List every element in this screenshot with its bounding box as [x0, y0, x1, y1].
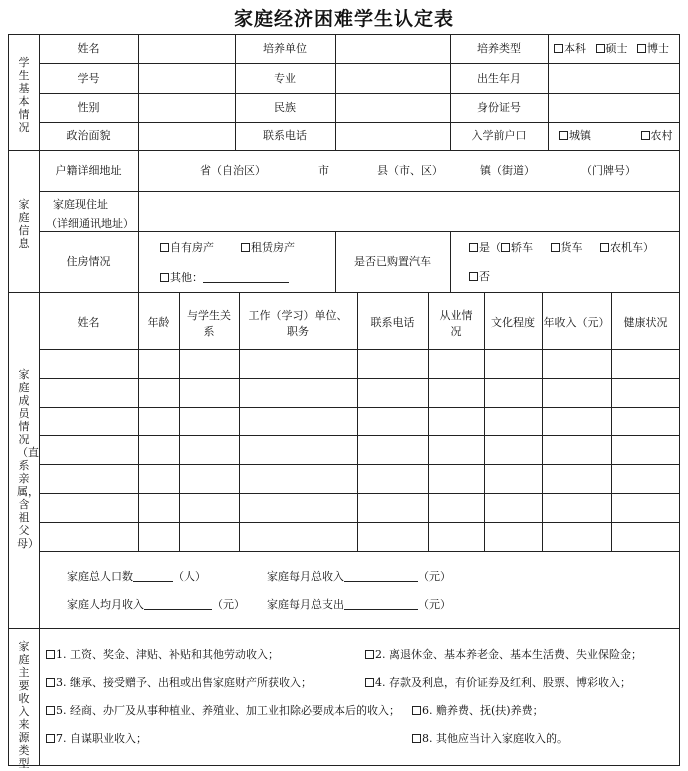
- car-no-option[interactable]: 否: [469, 270, 490, 284]
- checkbox-doctor[interactable]: [637, 44, 646, 53]
- option-doctor: 博士: [647, 42, 669, 55]
- form-title: 家庭经济困难学生认定表: [233, 8, 454, 30]
- checkbox-income-3[interactable]: [46, 678, 55, 687]
- col-age: 年龄: [147, 316, 170, 329]
- col-annual-income: 年收入（元）: [543, 316, 610, 329]
- option-master: 硕士: [605, 42, 628, 55]
- housing-rent-option[interactable]: 租赁房产: [241, 241, 295, 255]
- student-id-label: 学号: [77, 72, 100, 85]
- current-address-label: 家庭现住址: [53, 198, 108, 211]
- option-bachelor: 本科: [564, 42, 586, 55]
- total-people-blank[interactable]: [133, 569, 173, 582]
- checkbox-income-5[interactable]: [46, 706, 55, 715]
- income-type-6[interactable]: 6. 赡养费、抚(扶)养费；: [412, 704, 544, 718]
- addr-number: （门牌号）: [581, 164, 636, 177]
- housing-label: 住房情况: [66, 255, 111, 268]
- option-urban: 城镇: [569, 129, 591, 142]
- col-name: 姓名: [77, 316, 100, 329]
- gender-label: 性别: [77, 101, 100, 114]
- col-health: 健康状况: [623, 316, 668, 329]
- income-type-3[interactable]: 3. 继承、接受赠予、出租或出售家庭财产所获收入；: [46, 676, 312, 690]
- checkbox-car-yes[interactable]: [469, 243, 478, 252]
- checkbox-rent-house[interactable]: [241, 243, 250, 252]
- housing-own-option[interactable]: 自有房产: [160, 241, 214, 255]
- idcard-label: 身份证号: [477, 101, 521, 114]
- major-label: 专业: [274, 72, 296, 85]
- housing-other-option[interactable]: 其他：: [160, 270, 289, 285]
- checkbox-master[interactable]: [596, 44, 605, 53]
- section-family-label: 家庭信息: [18, 198, 30, 250]
- col-education: 文化程度: [491, 316, 535, 329]
- hukou-options[interactable]: [559, 129, 673, 143]
- checkbox-car-no[interactable]: [469, 272, 478, 281]
- checkbox-own-house[interactable]: [160, 243, 169, 252]
- income-type-2[interactable]: 2. 离退休金、基本养老金、基本生活费、失业保险金；: [365, 648, 642, 662]
- ethnic-label: 民族: [274, 101, 296, 114]
- checkbox-income-8[interactable]: [412, 734, 421, 743]
- per-capita-field[interactable]: 家庭人均月收入 （元）: [67, 598, 245, 611]
- col-employment: 从业情况: [439, 309, 473, 338]
- col-relation: 与学生关系: [187, 309, 231, 338]
- housing-other-blank[interactable]: [203, 270, 289, 283]
- section-student-label: 学生基本情况: [18, 56, 30, 134]
- car-question: 是否已购置汽车: [354, 255, 431, 268]
- unit-label: 培养单位: [263, 42, 307, 55]
- checkbox-truck[interactable]: [551, 243, 560, 252]
- hukou-address-label: 户籍详细地址: [55, 164, 122, 177]
- checkbox-rural[interactable]: [641, 131, 650, 140]
- checkbox-bachelor[interactable]: [554, 44, 563, 53]
- hukou-label: 入学前户口: [471, 129, 527, 142]
- checkbox-income-7[interactable]: [46, 734, 55, 743]
- checkbox-urban[interactable]: [559, 131, 568, 140]
- income-type-8[interactable]: 8. 其他应当计入家庭收入的。: [412, 732, 568, 746]
- checkbox-sedan[interactable]: [501, 243, 510, 252]
- monthly-expense-field[interactable]: 家庭每月总支出 （元）: [267, 598, 451, 611]
- monthly-income-field[interactable]: 家庭每月总收入 （元）: [267, 570, 451, 583]
- income-type-7[interactable]: 7. 自谋职业收入；: [46, 732, 147, 746]
- income-type-5[interactable]: 5. 经商、办厂及从事种植业、养殖业、加工业扣除必要成本后的收入；: [46, 704, 400, 718]
- checkbox-income-2[interactable]: [365, 650, 374, 659]
- monthly-income-blank[interactable]: [344, 569, 418, 582]
- section-income-label: 家庭主要收入来源类型: [18, 640, 30, 770]
- current-address-sublabel: （详细通讯地址）: [46, 217, 134, 230]
- total-people-field[interactable]: 家庭总人口数 （人）: [67, 570, 206, 583]
- car-yes-option[interactable]: 是（ 轿车 货车 农机车）: [469, 241, 654, 255]
- checkbox-income-1[interactable]: [46, 650, 55, 659]
- checkbox-other-house[interactable]: [160, 273, 169, 282]
- checkbox-income-4[interactable]: [365, 678, 374, 687]
- form-table: [8, 34, 680, 770]
- political-label: 政治面貌: [66, 129, 111, 142]
- checkbox-farm-vehicle[interactable]: [600, 243, 609, 252]
- addr-province: 省（自治区）: [200, 164, 266, 177]
- training-type-options[interactable]: [554, 42, 669, 56]
- addr-city: 市: [318, 164, 329, 177]
- addr-town: 镇（街道）: [480, 164, 535, 177]
- phone-label: 联系电话: [263, 129, 307, 142]
- col-phone: 联系电话: [370, 316, 415, 329]
- name-label: 姓名: [77, 42, 100, 55]
- col-work-unit: 工作（学习）单位、职务: [248, 309, 348, 338]
- checkbox-income-6[interactable]: [412, 706, 421, 715]
- addr-county: 县（市、区）: [377, 164, 443, 177]
- birth-label: 出生年月: [477, 72, 521, 85]
- income-type-4[interactable]: 4. 存款及利息，有价证券及红利、股票、博彩收入；: [365, 676, 631, 690]
- monthly-expense-blank[interactable]: [344, 597, 418, 610]
- income-type-1[interactable]: 1. 工资、奖金、津贴、补贴和其他劳动收入；: [46, 648, 279, 662]
- per-capita-blank[interactable]: [144, 597, 212, 610]
- section-members-label: 家庭成员情况（直系亲属，含祖父母）: [17, 368, 39, 550]
- training-type-label: 培养类型: [477, 42, 521, 55]
- option-rural: 农村: [650, 129, 673, 142]
